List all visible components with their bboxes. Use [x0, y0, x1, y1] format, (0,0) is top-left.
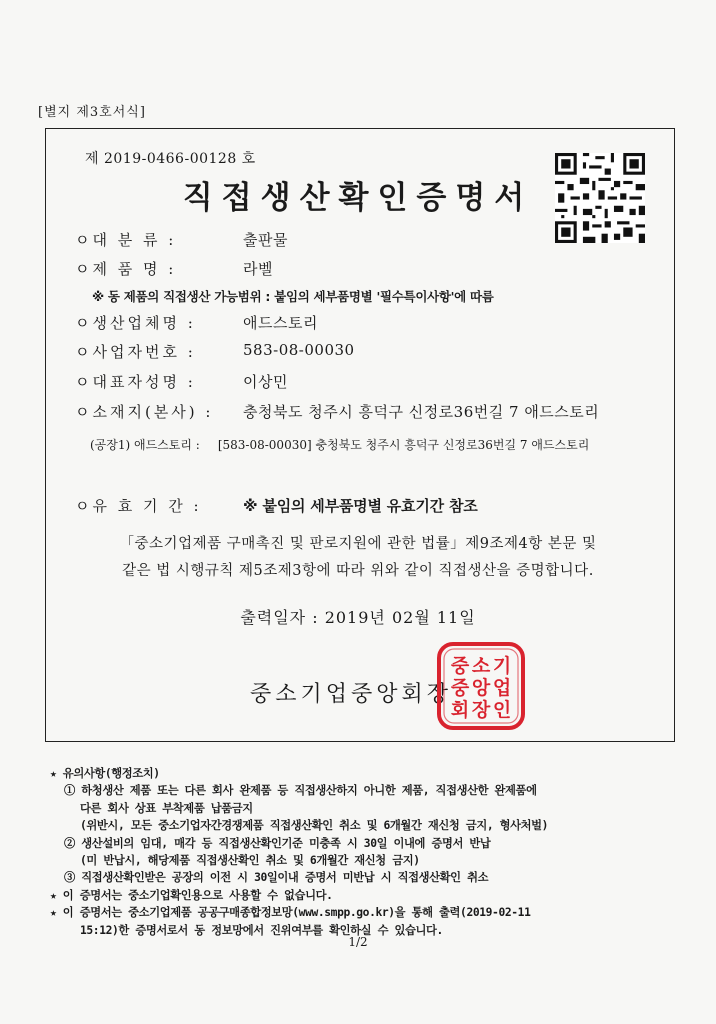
field-product-value: 라벨	[243, 260, 273, 278]
field-validity-value: ※ 붙임의 세부품명별 유효기간 참조	[243, 497, 478, 515]
notes-section	[50, 765, 548, 939]
statement-line-2: 같은 법 시행규칙 제5조제3항에 따라 위와 같이 직접생산을 증명합니다.	[122, 563, 594, 579]
field-category-value: 출판물	[243, 231, 288, 249]
field-business-number-label: ㅇ사업자번호 :	[75, 343, 196, 361]
svg-text:중: 중	[450, 677, 470, 699]
note-item: ③ 직접생산확인받은 공장의 이전 시 30일이내 증명서 미반납 시 직접생산확인 취소	[64, 871, 489, 885]
field-company-label: ㅇ생산업체명 :	[75, 314, 196, 332]
field-address	[75, 401, 599, 422]
factory-label: (공장1) 애드스토리 :	[90, 438, 200, 452]
note-item: ★ 이 증명서는 중소기업확인용으로 사용할 수 없습니다.	[50, 888, 333, 902]
svg-text:장: 장	[471, 699, 491, 721]
field-product	[75, 258, 273, 279]
field-business-number-value: 583-08-00030	[243, 341, 355, 359]
field-validity	[75, 495, 478, 516]
svg-text:기: 기	[492, 655, 512, 677]
field-product-label: ㅇ제 품 명 :	[75, 260, 177, 278]
field-category-label: ㅇ대 분 류 :	[75, 231, 177, 249]
svg-text:소: 소	[471, 655, 491, 677]
note-item: 다른 회사 상표 부착제품 납품금지	[80, 801, 253, 815]
official-seal-icon	[436, 641, 526, 731]
field-company-value: 애드스토리	[243, 314, 318, 332]
note-item: (위반시, 모든 중소기업자간경쟁제품 직접생산확인 취소 및 6개월간 재신청 금지, 형사처벌)	[80, 819, 549, 833]
statement-line-1: 「중소기업제품 구매촉진 및 판로지원에 관한 법률」제9조제4항 본문 및	[119, 536, 597, 552]
svg-text:중: 중	[450, 655, 470, 677]
field-validity-label: ㅇ유 효 기 간 :	[75, 497, 202, 515]
issuer-name: 중소기업중앙회장	[250, 682, 453, 707]
svg-text:인: 인	[492, 699, 512, 721]
field-company	[75, 312, 318, 333]
certificate-number: 제 2019-0466-00128 호	[85, 151, 256, 167]
note-item: ★ 이 증명서는 중소기업제품 공공구매종합정보망(www.smpp.go.kr)을 통해 출력(2019-02-11	[50, 906, 531, 920]
field-representative	[75, 371, 288, 392]
field-category	[75, 229, 288, 250]
issue-date: 출력일자 : 2019년 02월 11일	[240, 608, 476, 627]
field-representative-value: 이상민	[243, 373, 288, 391]
field-representative-label: ㅇ대표자성명 :	[75, 373, 196, 391]
note-item: (미 반납시, 해당제품 직접생산확인 취소 및 6개월간 재신청 금지)	[80, 854, 420, 868]
factory-line	[90, 436, 589, 453]
field-address-value: 충청북도 청주시 흥덕구 신정로36번길 7 애드스토리	[243, 403, 600, 421]
svg-text:회: 회	[450, 699, 470, 721]
page-number: 1/2	[348, 935, 368, 949]
scope-note: ※ 동 제품의 직접생산 가능범위 : 붙임의 세부품명별 '필수특이사항'에 따름	[92, 289, 494, 304]
notes-heading: ★ 유의사항(행정조치)	[50, 767, 160, 780]
form-label: [별지 제3호서식]	[38, 105, 146, 120]
note-item: ① 하청생산 제품 또는 다른 회사 완제품 등 직접생산하지 아니한 제품, 직접생산한 완제품에	[64, 784, 537, 798]
note-item: ② 생산설비의 임대, 매각 등 직접생산확인기준 미충족 시 30일 이내에 증명서 반납	[64, 836, 491, 850]
field-business-number	[75, 341, 355, 362]
note-item: 15:12)한 증명서로서 동 정보망에서 진위여부를 확인하실 수 있습니다.	[80, 923, 443, 937]
field-address-label: ㅇ소재지(본사) :	[75, 403, 214, 421]
svg-text:앙: 앙	[471, 677, 491, 699]
svg-text:업: 업	[492, 677, 512, 699]
factory-value: [583-08-00030] 충청북도 청주시 흥덕구 신정로36번길 7 애드스토리	[217, 438, 590, 452]
document-title: 직접생산확인증명서	[182, 180, 534, 216]
